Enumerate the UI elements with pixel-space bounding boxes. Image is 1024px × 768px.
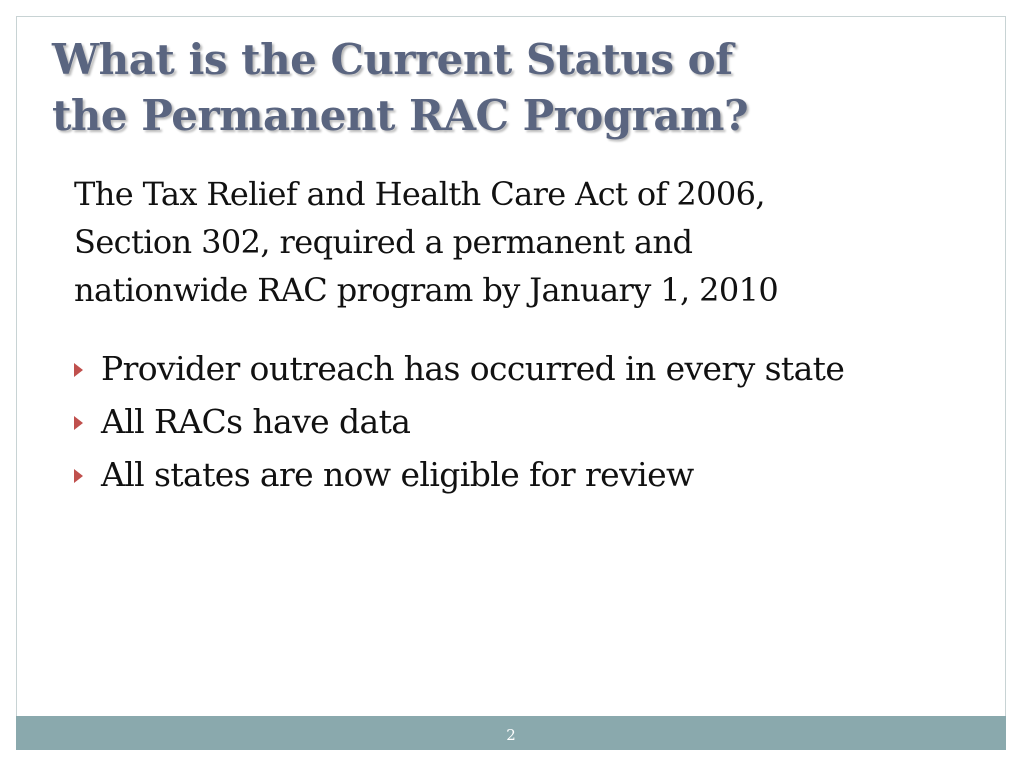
slide-title-line-1: What is the Current Status of (52, 35, 733, 84)
bullet-item-states-eligible (74, 448, 974, 501)
bullet-text: All states are now eligible for review (101, 455, 694, 494)
intro-line-3: nationwide RAC program by January 1, 2010 (74, 271, 779, 309)
intro-line-2: Section 302, required a permanent and (74, 223, 693, 261)
footer-bar (16, 716, 1006, 750)
triangle-bullet-icon (74, 409, 88, 437)
bullet-text: Provider outreach has occurred in every state (101, 349, 845, 388)
intro-paragraph (74, 170, 954, 314)
triangle-bullet-icon (74, 462, 88, 490)
triangle-bullet-icon (74, 356, 88, 384)
intro-line-1: The Tax Relief and Health Care Act of 2006, (74, 175, 765, 213)
bullet-item-racs-data (74, 395, 974, 448)
bullet-list (74, 342, 974, 501)
slide-title (52, 32, 952, 144)
bullet-text: All RACs have data (101, 402, 411, 441)
page-number: 2 (506, 726, 516, 744)
slide-title-line-2: the Permanent RAC Program? (52, 91, 749, 140)
bullet-item-provider-outreach (74, 342, 974, 395)
